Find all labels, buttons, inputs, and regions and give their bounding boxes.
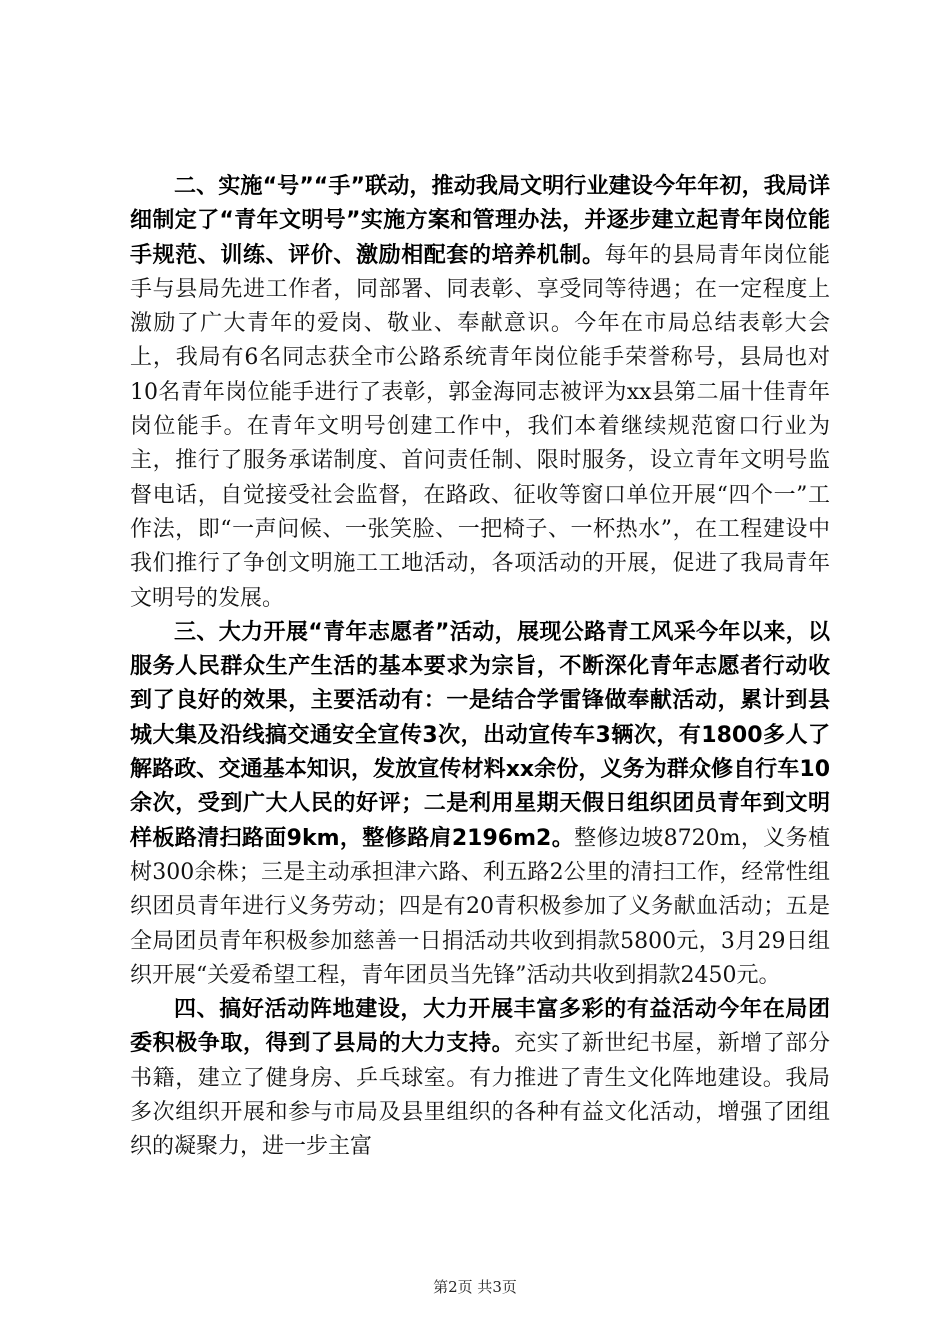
paragraph-section-2 — [130, 170, 830, 616]
paragraph-section-3 — [130, 616, 830, 993]
section-4-heading: 四、搞好活动阵地建设，大力开展丰富多彩的有益活动今年在局团委积极争取，得到了县局的大力支持。 — [130, 997, 830, 1057]
section-4-text: 充实了新世纪书屋，新增了部分书籍，建立了健身房、乒乓球室。有力推进了青生文化阵地建设。我局多次组织开展和参与市局及县里组织的各种有益文化活动，增强了团组织的凝聚力，进一步主富 — [130, 1031, 830, 1160]
section-2-text: 每年的县局青年岗位能手与县局先进工作者，同部署、同表彰、享受同等待遇；在一定程度上激励了广大青年的爱岗、敬业、奉献意识。今年在市局总结表彰大会上，我局有6名同志获全市公路系统青年岗位能手荣誉称号，县局也对10名青年岗位能手进行了表彰，郭金海同志被评为xx县第二届十佳青年岗位能手。在青年文明号创建工作中，我们本着继续规范窗口行业为主，推行了服务承诺制度、首问责任制、限时服务，设立青年文明号监督电话，自觉接受社会监督，在路政、征收等窗口单位开展“四个一”工作法，即“一声问候、一张笑脸、一把椅子、一杯热水”，在工程建设中我们推行了争创文明施工工地活动，各项活动的开展，促进了我局青年文明号的发展。 — [130, 242, 830, 611]
page-footer: 第2页 共3页 — [433, 1278, 517, 1296]
section-3-heading: 三、大力开展“青年志愿者”活动，展现公路青工风采今年以来，以服务人民群众生产生活的基本要求为宗旨，不断深化青年志愿者行动收到了良好的效果，主要活动有：一是结合学雷锋做奉献活动，累计到县城大集及沿线搞交通安全宣传3次，出动宣传车3辆次，有1800多人了解路政、交通基本知识，发放宣传材料xx余份，义务为群众修自行车10余次，受到广大人民的好评；二是利用星期天假日组织团员青年到文明样板路清扫路面9km，整修路肩2196m2。 — [130, 619, 830, 851]
paragraph-section-4 — [130, 993, 830, 1164]
section-3-text: 整修边坡8720m，义务植树300余株；三是主动承担津六路、利五路2公里的清扫工作，经常性组织团员青年进行义务劳动；四是有20青积极参加了义务献血活动；五是全局团员青年积极参加慈善一日捐活动共收到捐款5800元，3月29日组织开展“关爱希望工程，青年团员当先锋”活动共收到捐款2450元。 — [130, 825, 830, 988]
document-body — [130, 170, 830, 1165]
section-2-heading: 二、实施“号”“手”联动，推动我局文明行业建设今年年初，我局详细制定了“青年文明号”实施方案和管理办法，并逐步建立起青年岗位能手规范、训练、评价、激励相配套的培养机制。 — [130, 174, 830, 268]
